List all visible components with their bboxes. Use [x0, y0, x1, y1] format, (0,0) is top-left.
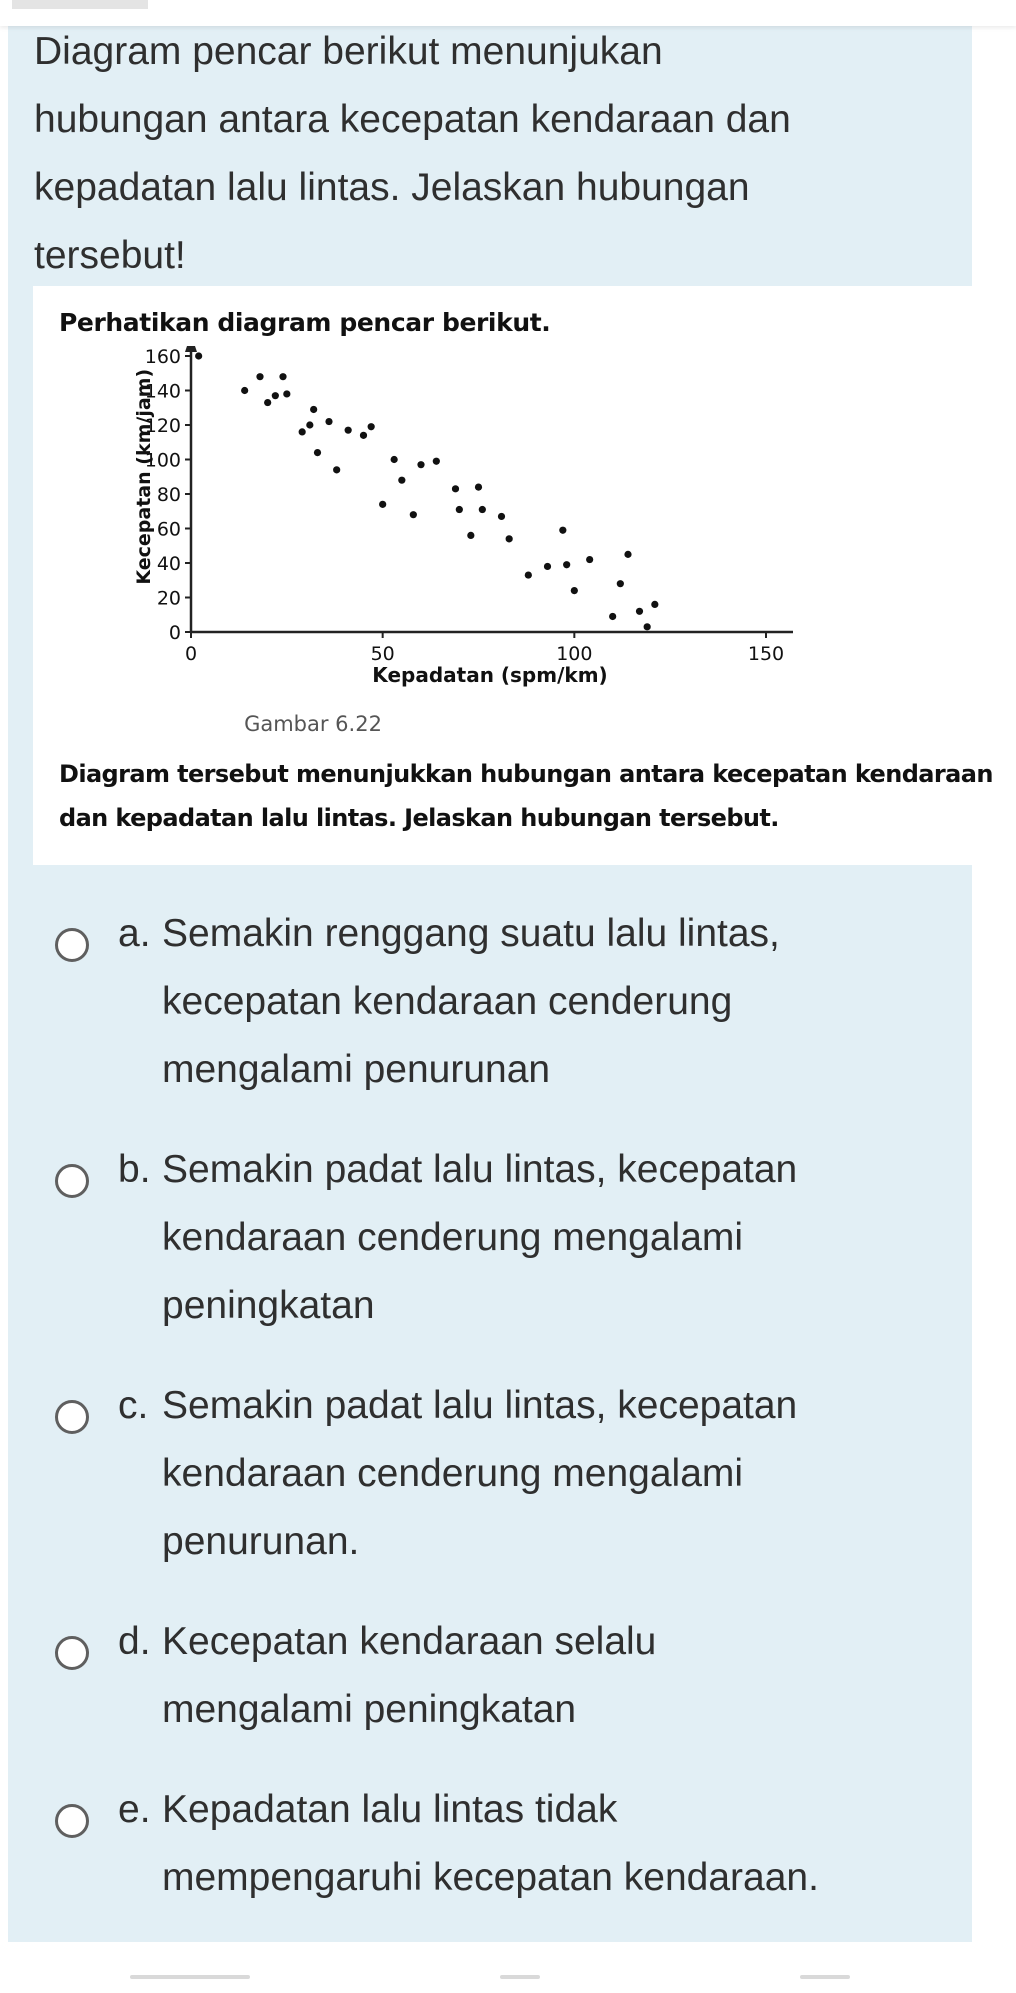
option-line: Semakin padat lalu lintas, kecepatan: [162, 1148, 798, 1191]
option-line: peningkatan: [162, 1284, 375, 1327]
data-point: [571, 587, 578, 594]
question-text: [34, 18, 934, 290]
next-content-peek: [0, 1975, 1016, 1993]
option-line: mengalami peningkatan: [162, 1688, 577, 1731]
data-point: [525, 571, 532, 578]
peek-fragment: [130, 1975, 250, 1979]
option-line: Kepadatan lalu lintas tidak: [162, 1788, 618, 1831]
data-point: [467, 532, 474, 539]
y-tick-label: 140: [144, 380, 181, 403]
data-point: [264, 399, 271, 406]
data-point: [256, 373, 263, 380]
top-tab-stub: [12, 0, 148, 9]
figure-description-line: Diagram tersebut menunjukkan hubungan antara kecepatan kendaraan: [59, 760, 993, 788]
x-tick-label: 50: [370, 643, 395, 665]
data-point: [333, 466, 340, 473]
data-point: [636, 608, 643, 615]
option-letter: d.: [118, 1620, 151, 1663]
option-text: [162, 1608, 942, 1744]
data-point: [195, 352, 202, 359]
y-tick-label: 0: [168, 622, 181, 644]
data-point: [563, 561, 570, 568]
option-text: [162, 900, 942, 1104]
question-figure-image: [33, 286, 993, 865]
data-point: [475, 484, 482, 491]
data-point: [360, 432, 367, 439]
y-tick-label: 20: [156, 587, 181, 610]
x-tick-label: 100: [556, 643, 593, 665]
figure-caption: Gambar 6.22: [244, 712, 382, 736]
data-point: [272, 392, 279, 399]
question-line: hubungan antara kecepatan kendaraan dan: [34, 98, 791, 141]
x-tick-label: 0: [184, 643, 198, 665]
data-point: [644, 623, 651, 630]
question-line: kepadatan lalu lintas. Jelaskan hubungan: [34, 166, 750, 209]
option-letter: b.: [118, 1148, 151, 1191]
top-app-bar: [0, 0, 1016, 26]
option-text: [162, 1136, 942, 1340]
option-text: [162, 1776, 942, 1912]
data-point: [325, 418, 332, 425]
option-line: kendaraan cenderung mengalami: [162, 1452, 744, 1495]
data-point: [586, 556, 593, 563]
data-point: [391, 456, 398, 463]
data-point: [617, 580, 624, 587]
option-line: penurunan.: [162, 1520, 360, 1563]
data-point: [433, 458, 440, 465]
y-tick-label: 160: [144, 346, 181, 368]
option-line: kendaraan cenderung mengalami: [162, 1216, 744, 1259]
data-point: [456, 506, 463, 513]
radio-button-e[interactable]: [55, 1804, 89, 1838]
option-letter: c.: [118, 1384, 149, 1427]
option-line: mengalami penurunan: [162, 1048, 551, 1091]
data-point: [283, 390, 290, 397]
radio-button-d[interactable]: [55, 1636, 89, 1670]
data-point: [241, 387, 248, 394]
radio-button-a[interactable]: [55, 928, 89, 962]
data-point: [498, 513, 505, 520]
data-point: [609, 613, 616, 620]
radio-button-c[interactable]: [55, 1400, 89, 1434]
data-point: [544, 563, 551, 570]
data-point: [452, 485, 459, 492]
data-point: [651, 601, 658, 608]
scatter-chart: [33, 346, 793, 706]
question-line: Diagram pencar berikut menunjukan: [34, 30, 663, 73]
option-letter: e.: [118, 1788, 151, 1831]
radio-button-b[interactable]: [55, 1164, 89, 1198]
option-letter: a.: [118, 912, 151, 955]
y-tick-label: 40: [156, 553, 181, 575]
y-axis-arrow: [185, 346, 197, 352]
data-point: [506, 535, 513, 542]
y-tick-label: 120: [144, 415, 181, 437]
data-point: [624, 551, 631, 558]
question-line: tersebut!: [34, 234, 186, 277]
y-tick-label: 60: [156, 518, 181, 541]
data-point: [410, 511, 417, 518]
peek-fragment: [800, 1975, 850, 1979]
x-tick-label: 150: [747, 643, 785, 665]
option-line: Semakin renggang suatu lalu lintas,: [162, 912, 780, 955]
y-tick-label: 80: [156, 484, 181, 506]
data-point: [306, 421, 313, 428]
data-point: [417, 461, 424, 468]
option-text: [162, 1372, 942, 1576]
data-point: [310, 406, 317, 413]
data-point: [379, 501, 386, 508]
data-point: [345, 427, 352, 434]
option-line: mempengaruhi kecepatan kendaraan.: [162, 1856, 819, 1899]
figure-intro-text: Perhatikan diagram pencar berikut.: [59, 308, 551, 337]
figure-description-line: dan kepadatan lalu lintas. Jelaskan hubungan tersebut.: [59, 804, 779, 832]
peek-fragment: [500, 1975, 540, 1979]
figure-description: [59, 752, 993, 840]
data-point: [559, 527, 566, 534]
data-point: [368, 423, 375, 430]
option-line: kecepatan kendaraan cenderung: [162, 980, 733, 1023]
option-line: Kecepatan kendaraan selalu: [162, 1620, 657, 1663]
y-tick-label: 100: [144, 449, 181, 472]
x-axis-label: Kepadatan (spm/km): [372, 663, 608, 687]
data-point: [279, 373, 286, 380]
option-line: Semakin padat lalu lintas, kecepatan: [162, 1384, 798, 1427]
data-point: [479, 506, 486, 513]
data-point: [314, 449, 321, 456]
y-axis-label: Kecepatan (km/jam): [133, 368, 155, 585]
data-point: [398, 477, 405, 484]
data-point: [299, 428, 306, 435]
